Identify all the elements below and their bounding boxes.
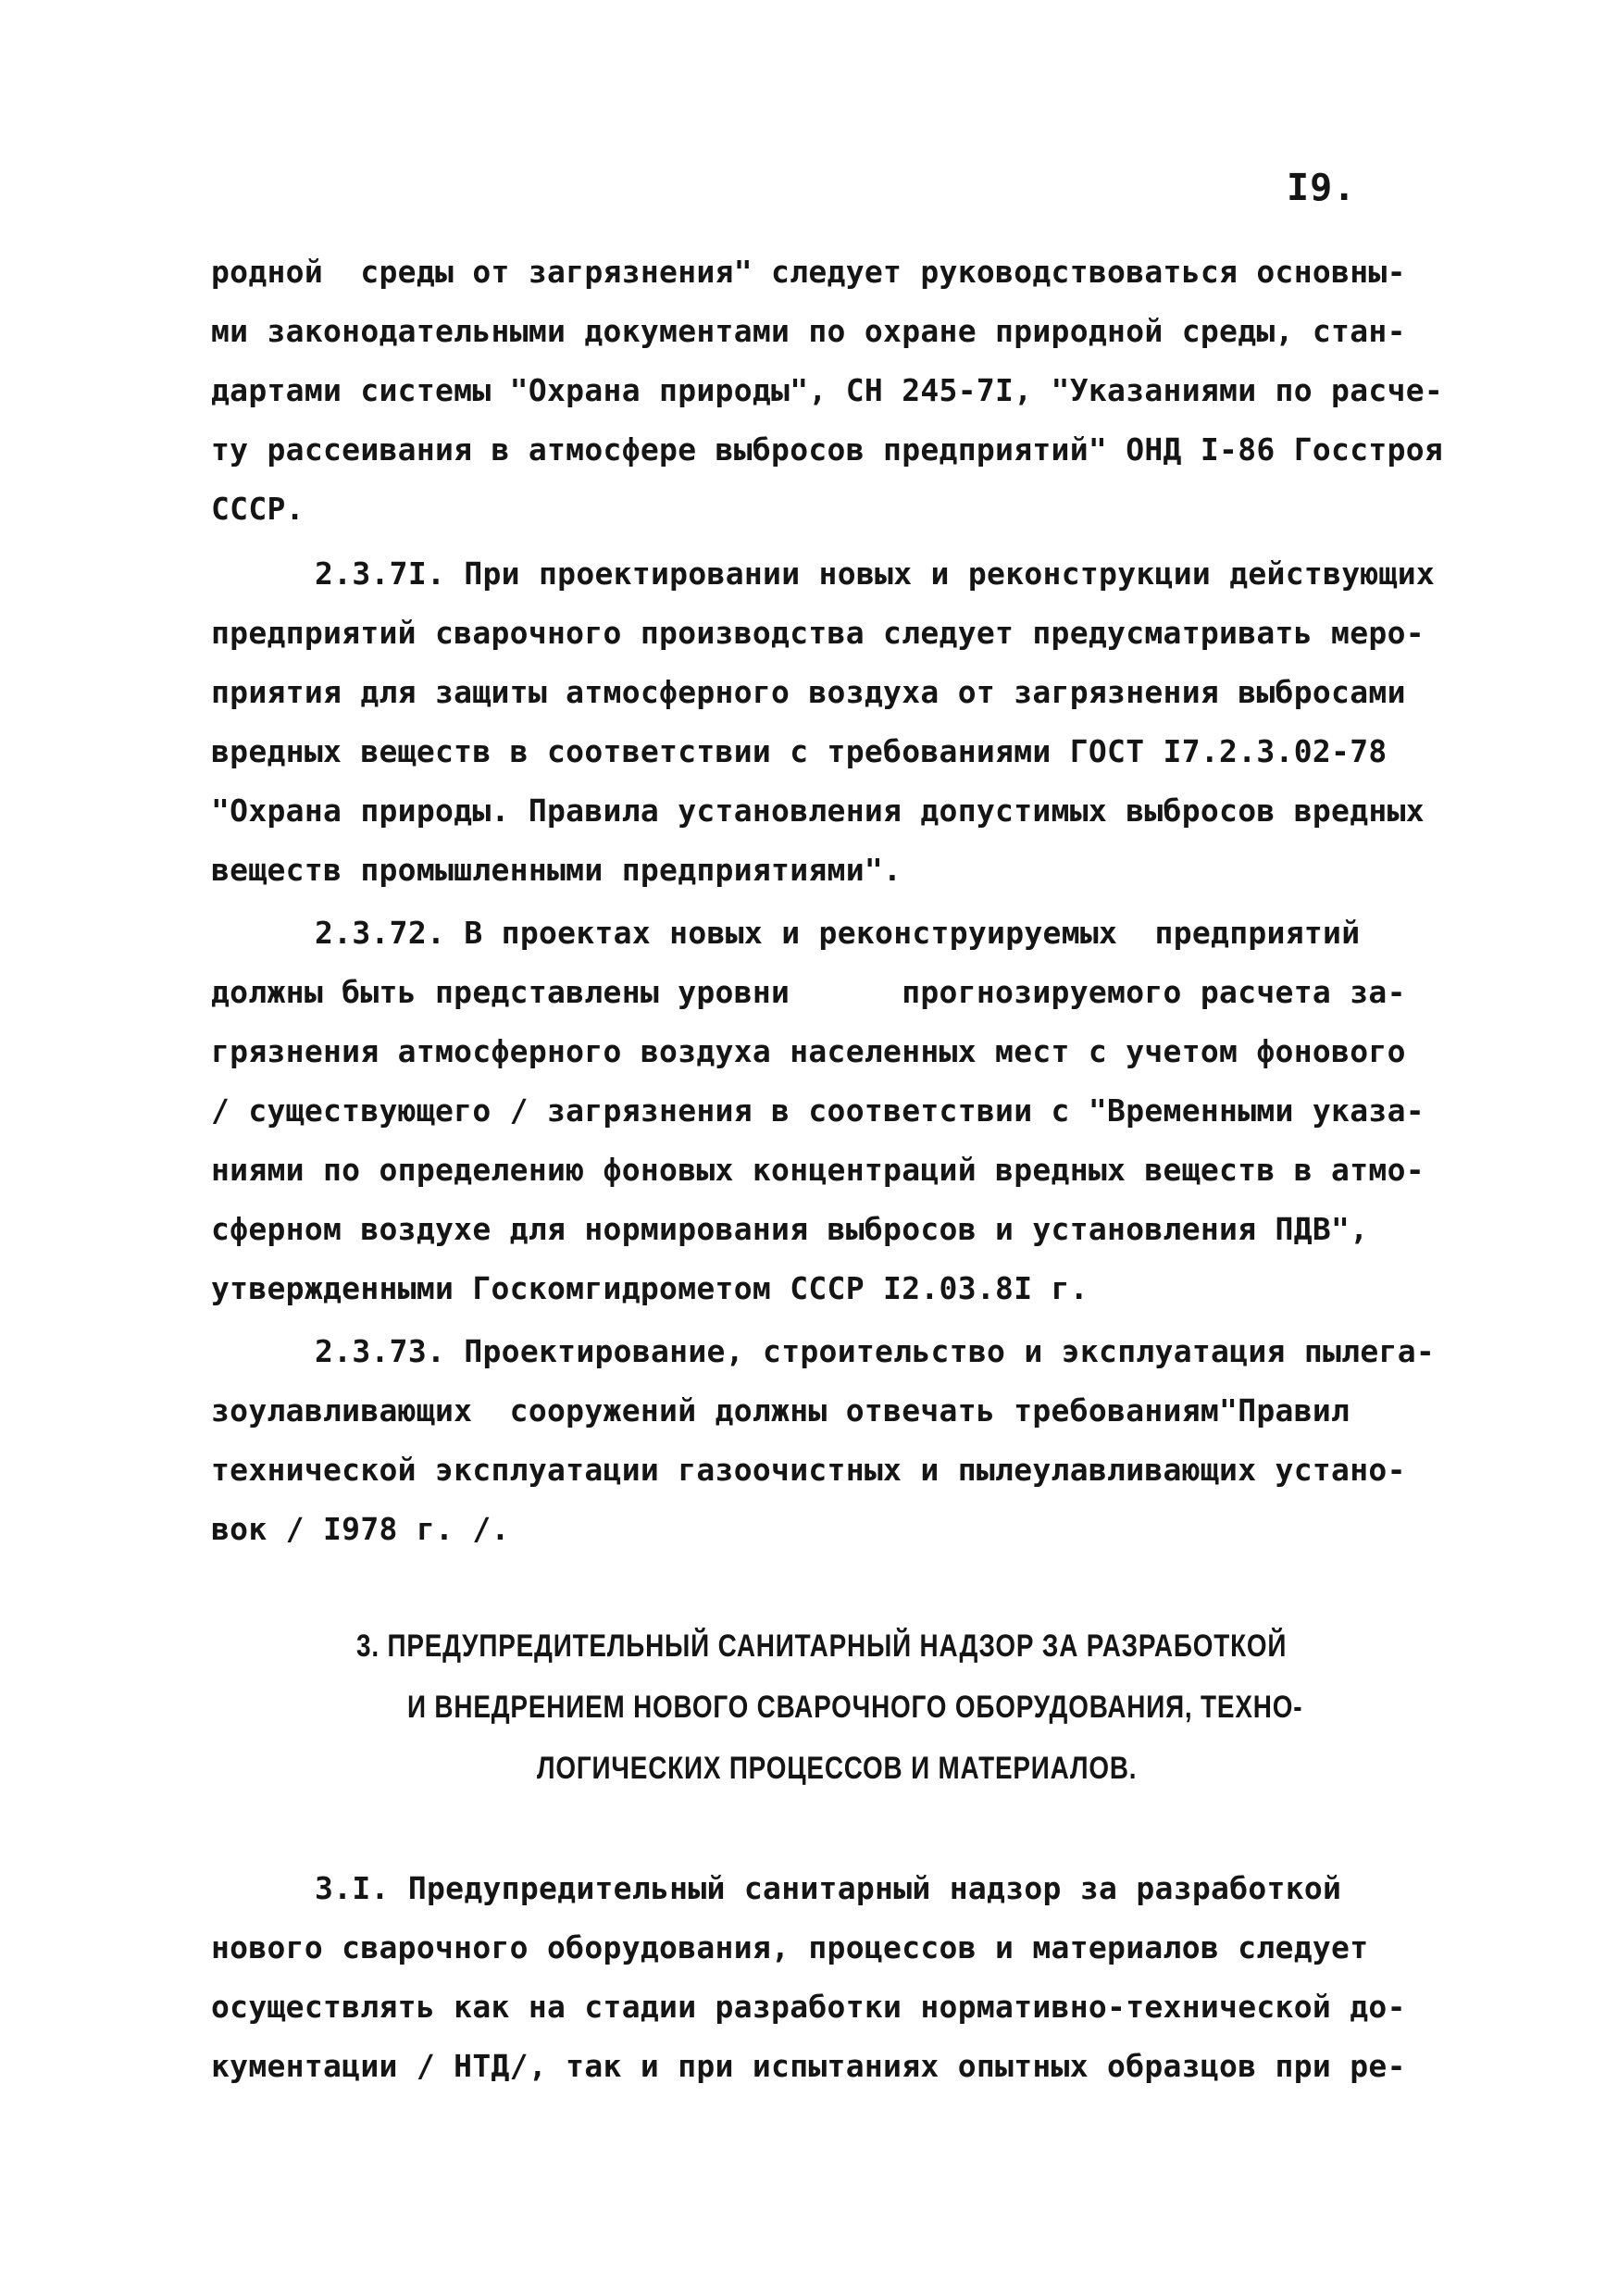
- paragraph-line: должны быть представлены уровни прогнозируемого расчета за-: [211, 974, 1406, 1010]
- paragraph-line: технической эксплуатации газоочистных и пылеулавливающих устано-: [211, 1452, 1406, 1488]
- section-heading-line: 3. ПРЕДУПРЕДИТЕЛЬНЫЙ САНИТАРНЫЙ НАДЗОР ЗА РАЗРАБОТКОЙ: [356, 1628, 1288, 1664]
- paragraph-line: нового сварочного оборудования, процессов и материалов следует: [211, 1929, 1369, 1965]
- paragraph-line: предприятий сварочного производства следует предусматривать меро-: [211, 615, 1425, 651]
- paragraph-line: веществ промышленными предприятиями".: [211, 852, 902, 888]
- paragraph-line: осуществлять как на стадии разработки нормативно-технической до-: [211, 1989, 1406, 2025]
- paragraph-line: / существующего / загрязнения в соответствии с "Временными указа-: [211, 1092, 1425, 1129]
- paragraph-line: 2.3.7I. При проектировании новых и реконструкции действующих: [315, 555, 1436, 592]
- paragraph-line: родной среды от загрязнения" следует руководствоваться основны-: [211, 254, 1406, 290]
- paragraph-line: вок / I978 г. /.: [211, 1511, 510, 1547]
- section-heading-line: И ВНЕДРЕНИЕМ НОВОГО СВАРОЧНОГО ОБОРУДОВАНИЯ, ТЕХНО-: [407, 1690, 1303, 1725]
- paragraph-line: вредных веществ в соответствии с требованиями ГОСТ I7.2.3.02-78: [211, 733, 1388, 769]
- paragraph-line: кументации / НТД/, так и при испытаниях опытных образцов при ре-: [211, 2048, 1406, 2084]
- paragraph-line: утвержденными Госкомгидрометом СССР I2.03.8I г.: [211, 1270, 1089, 1306]
- page-number: I9.: [1287, 167, 1357, 209]
- paragraph-line: приятия для защиты атмосферного воздуха от загрязнения выбросами: [211, 674, 1406, 710]
- paragraph-line: "Охрана природы. Правила установления допустимых выбросов вредных: [211, 792, 1425, 829]
- paragraph-line: СССР.: [211, 491, 305, 527]
- paragraph-line: 2.3.72. В проектах новых и реконструируемых предприятий: [315, 915, 1361, 951]
- paragraph-line: грязнения атмосферного воздуха населенных мест с учетом фонового: [211, 1033, 1406, 1069]
- section-heading-line: ЛОГИЧЕСКИХ ПРОЦЕССОВ И МАТЕРИАЛОВ.: [537, 1751, 1138, 1786]
- paragraph-line: 2.3.73. Проектирование, строительство и эксплуатация пылега-: [315, 1333, 1436, 1369]
- paragraph-line: ту рассеивания в атмосфере выбросов предприятий" ОНД I-86 Госстроя: [211, 431, 1444, 468]
- paragraph-line: ми законодательными документами по охране природной среды, стан-: [211, 313, 1406, 349]
- paragraph-line: 3.I. Предупредительный санитарный надзор за разработкой: [315, 1870, 1342, 1906]
- paragraph-line: дартами системы "Охрана природы", СН 245-7I, "Указаниями по расче-: [211, 372, 1444, 408]
- paragraph-line: сферном воздухе для нормирования выбросов и установления ПДВ",: [211, 1211, 1369, 1247]
- paragraph-line: зоулавливающих сооружений должны отвечать требованиям"Правил: [211, 1392, 1350, 1429]
- paragraph-line: ниями по определению фоновых концентраций вредных веществ в атмо-: [211, 1152, 1425, 1188]
